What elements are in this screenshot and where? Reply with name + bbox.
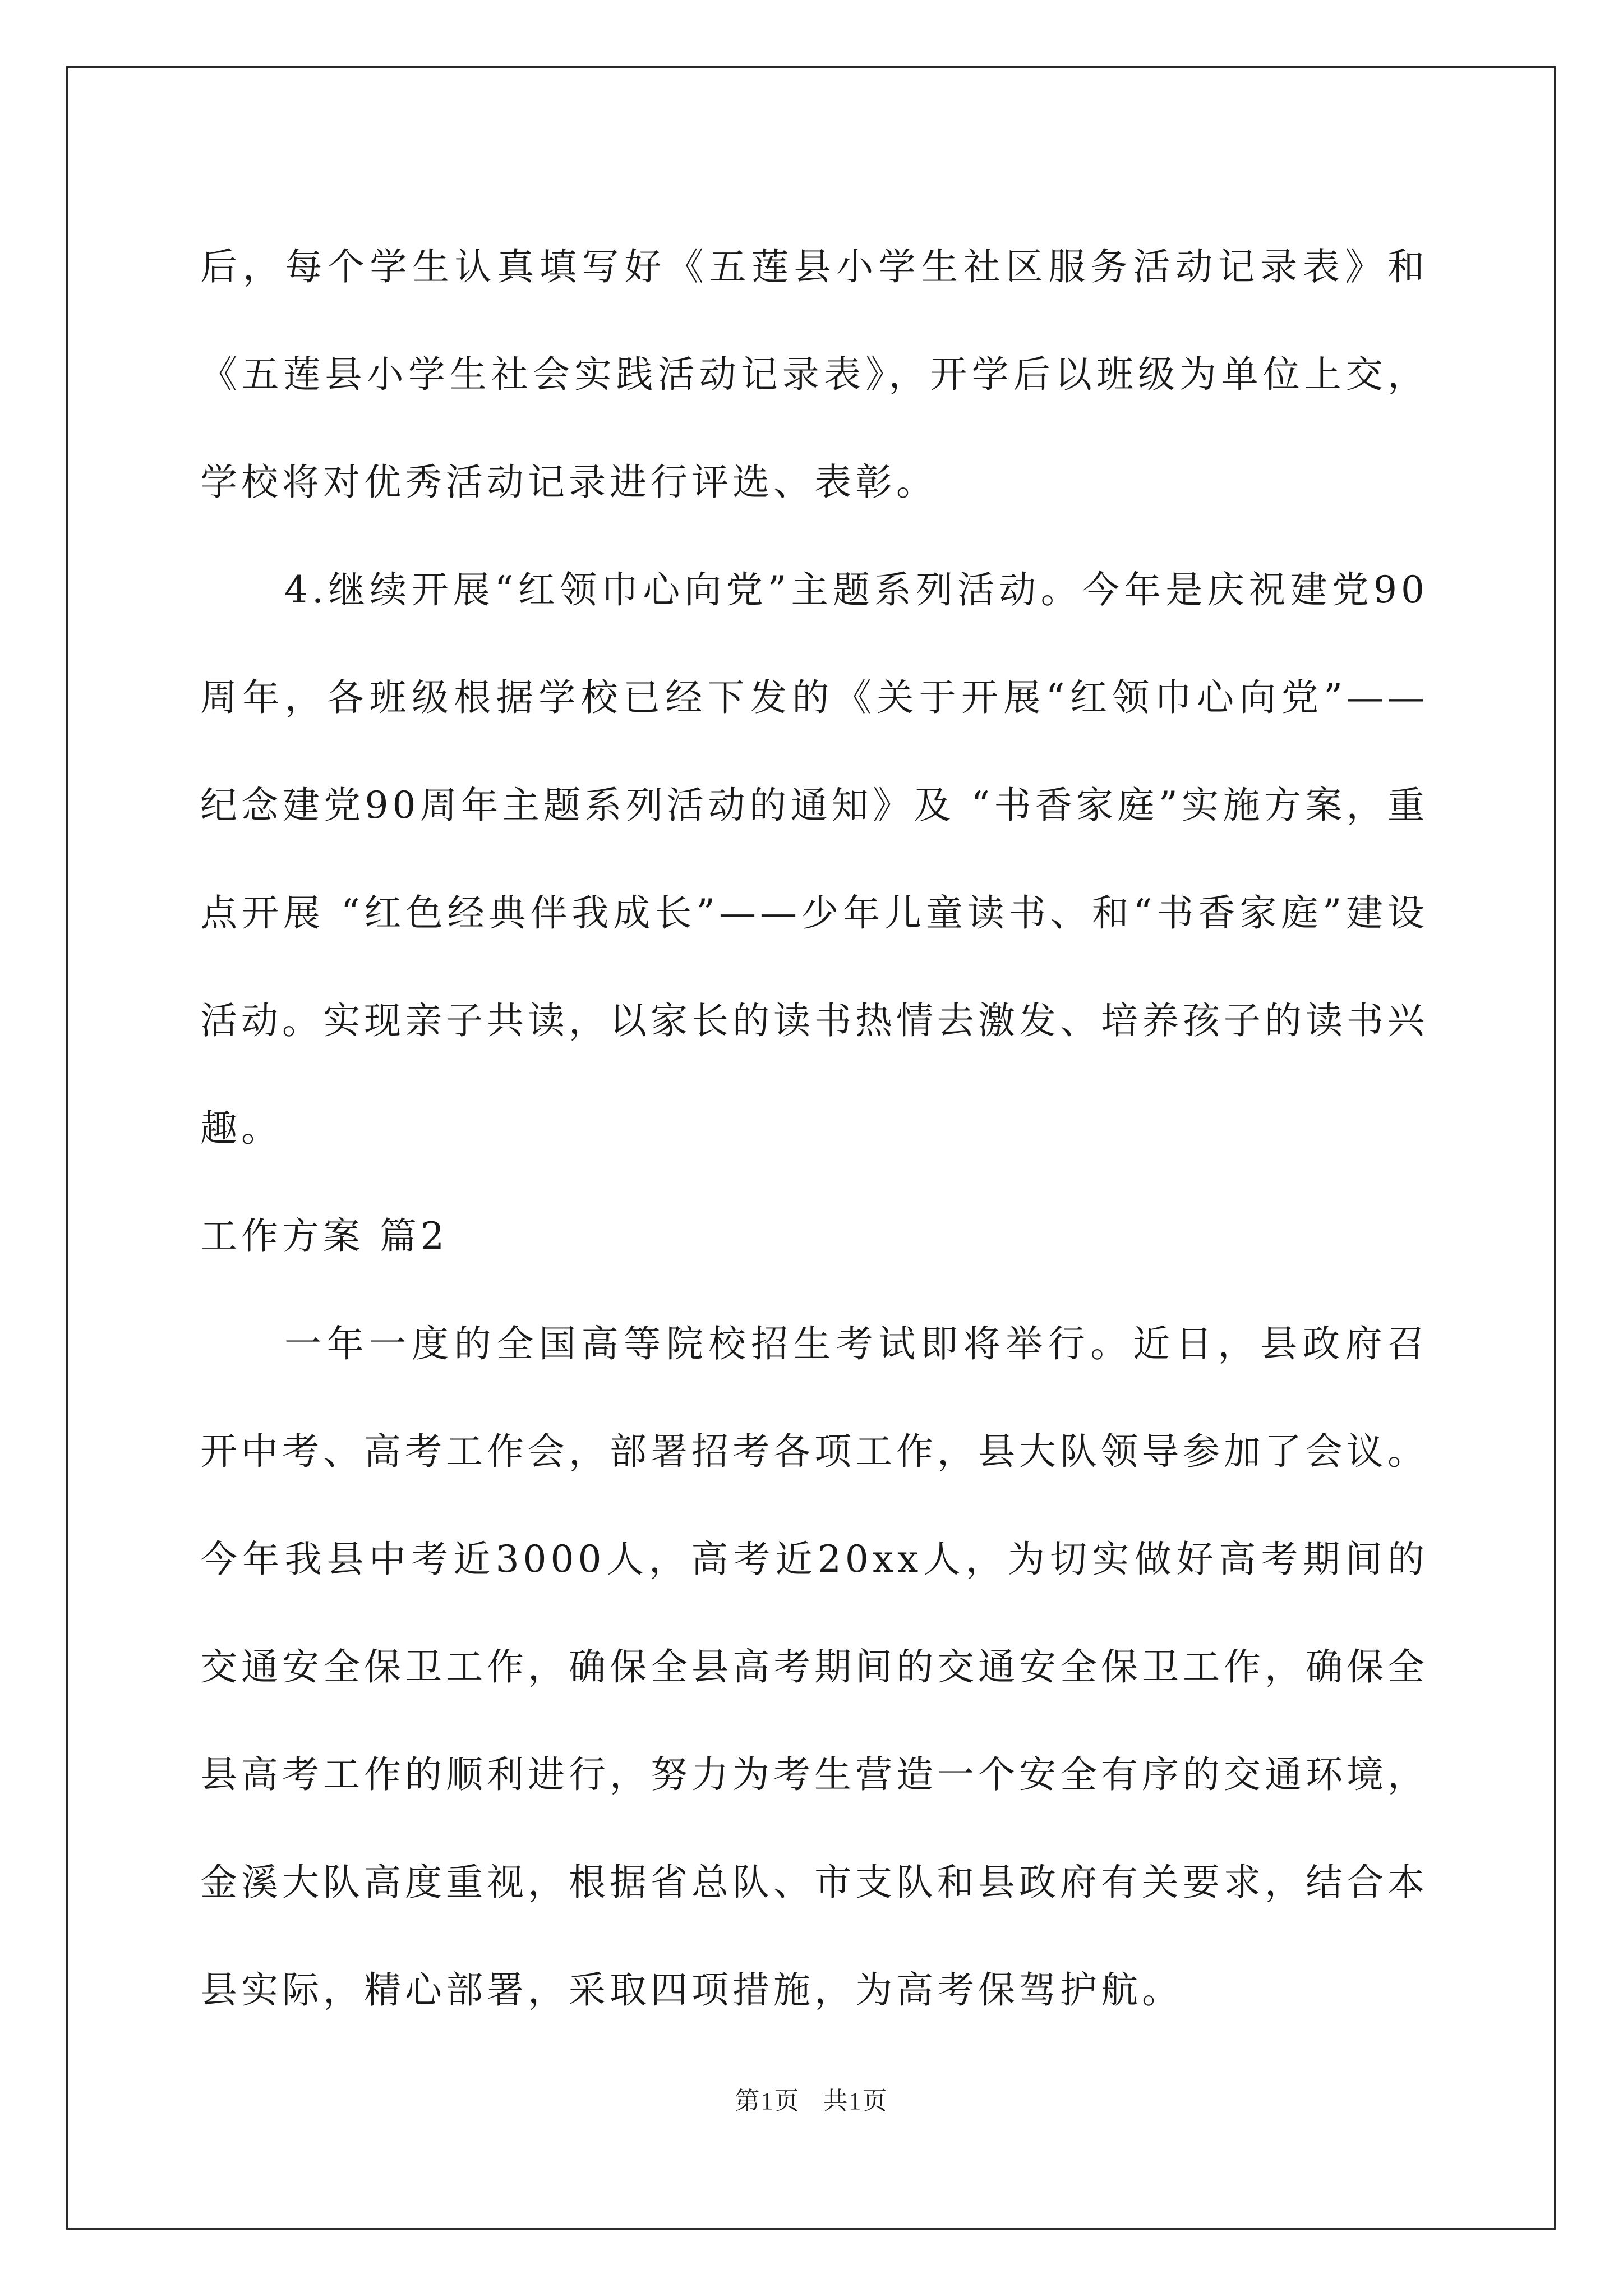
document-body: [200, 213, 1428, 2044]
paragraph-item-4: 4.继续开展“红领巾心向党”主题系列活动。今年是庆祝建党90周年，各班级根据学校已经下发的《关于开展“红领巾心向党”——纪念建党90周年主题系列活动的通知》及 “书香家庭”实施方案，重点开展 “红色经典伴我成长”——少年儿童读书、和“书香家庭”建设活动。实现亲子共读，以家长的读书热情去激发、培养孩子的读书兴趣。: [200, 568, 1428, 1150]
page-footer: [0, 2085, 1623, 2118]
page-total: 共1页: [823, 2087, 888, 2115]
paragraph-continuation: 后，每个学生认真填写好《五莲县小学生社区服务活动记录表》和《五莲县小学生社会实践活动记录表》，开学后以班级为单位上交，学校将对优秀活动记录进行评选、表彰。: [200, 245, 1428, 504]
page-number: 第1页: [735, 2087, 800, 2115]
section-heading: 工作方案 篇2: [200, 1214, 448, 1258]
paragraph-intro: 一年一度的全国高等院校招生考试即将举行。近日，县政府召开中考、高考工作会，部署招考各项工作，县大队领导参加了会议。今年我县中考近3000人，高考近20xx人，为切实做好高考期间的交通安全保卫工作，确保全县高考期间的交通安全保卫工作，确保全县高考工作的顺利进行，努力为考生营造一个安全有序的交通环境，金溪大队高度重视，根据省总队、市支队和县政府有关要求，结合本县实际，精心部署，采取四项措施，为高考保驾护航。: [200, 1322, 1428, 2012]
